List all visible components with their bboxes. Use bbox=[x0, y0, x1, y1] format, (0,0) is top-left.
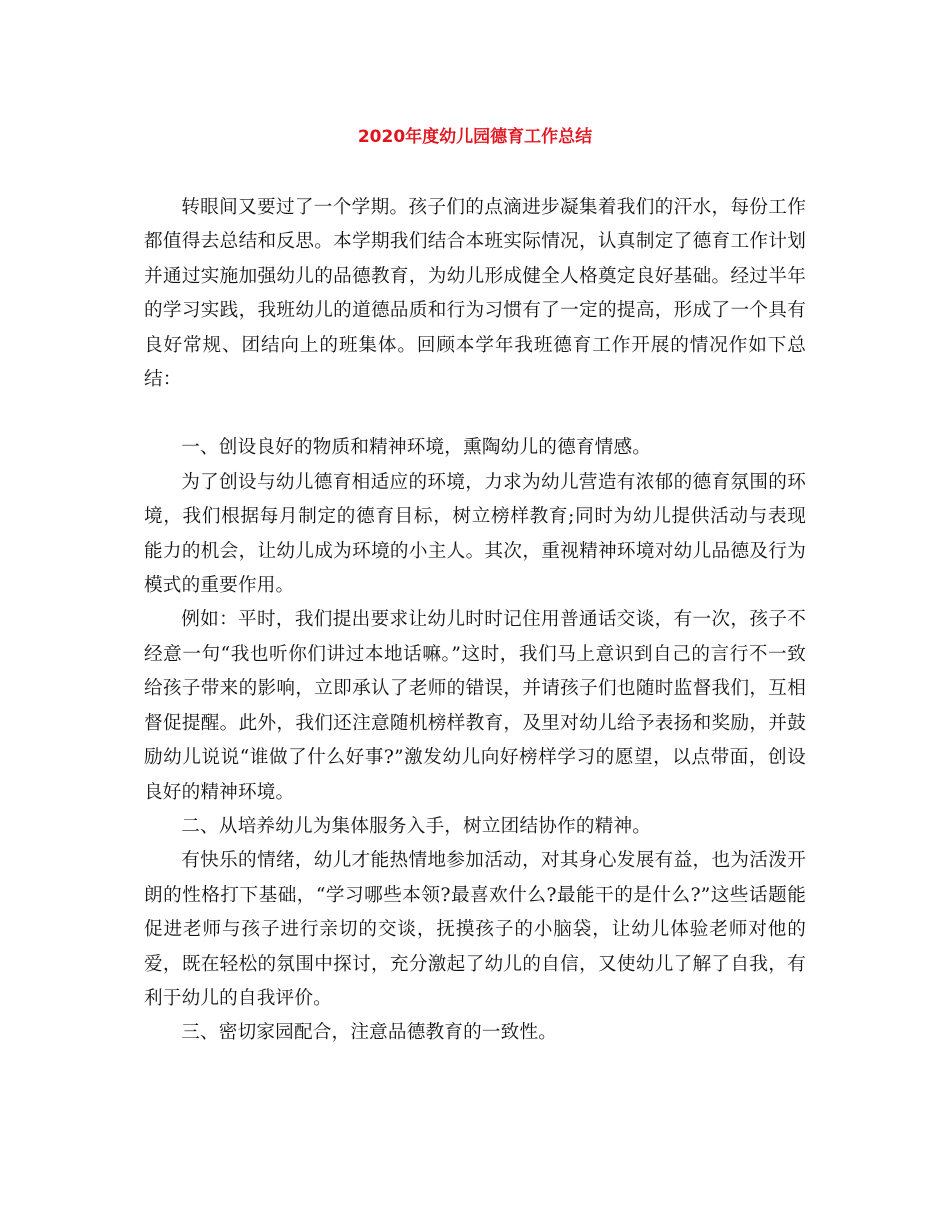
paragraph-example: 例如：平时，我们提出要求让幼儿时时记住用普通话交谈，有一次，孩子不经意一句“我也听你们讲过本地话嘛。”这时，我们马上意识到自己的言行不一致给孩子带来的影响，立即承认了老师的错误，并请孩子们也随时监督我们，互相督促提醒。此外，我们还注意随机榜样教育，及里对幼儿给予表扬和奖励，并鼓励幼儿说说“谁做了什么好事?”激发幼儿向好榜样学习的愿望，以点带面，创设良好的精神环境。 bbox=[144, 609, 806, 803]
paragraph-environment: 为了创设与幼儿德育相适应的环境，力求为幼儿营造有浓郁的德育氛围的环境，我们根据每月制定的德育目标，树立榜样教育;同时为幼儿提供活动与表现能力的机会，让幼儿成为环境的小主人。其次，重视精神环境对幼儿品德及行为模式的重要作用。 bbox=[144, 471, 806, 597]
paragraph-intro: 转眼间又要过了一个学期。孩子们的点滴进步凝集着我们的汗水，每份工作都值得去总结和反思。本学期我们结合本班实际情况，认真制定了德育工作计划并通过实施加强幼儿的品德教育，为幼儿形成健全人格奠定良好基础。经过半年的学习实践，我班幼儿的道德品质和行为习惯有了一定的提高，形成了一个具有良好常规、团结向上的班集体。回顾本学年我班德育工作开展的情况作如下总结： bbox=[144, 197, 806, 391]
document-body bbox=[144, 191, 806, 1051]
document-title: 2020年度幼儿园德育工作总结 bbox=[357, 127, 593, 147]
section-heading-1: 一、创设良好的物质和精神环境，熏陶幼儿的德育情感。 bbox=[181, 437, 652, 459]
paragraph-emotion: 有快乐的情绪，幼儿才能热情地参加活动，对其身心发展有益，也为活泼开朗的性格打下基础，“学习哪些本领?最喜欢什么?最能干的是什么?”这些话题能促进老师与孩子进行亲切的交谈，抚摸孩子的小脑袋，让幼儿体验老师对他的爱，既在轻松的氛围中探讨，充分激起了幼儿的自信，又使幼儿了解了自我，有利于幼儿的自我评价。 bbox=[144, 850, 806, 1009]
section-heading-3: 三、密切家园配合，注意品德教育的一致性。 bbox=[181, 1022, 558, 1044]
section-heading-2: 二、从培养幼儿为集体服务入手，树立团结协作的精神。 bbox=[181, 815, 652, 837]
